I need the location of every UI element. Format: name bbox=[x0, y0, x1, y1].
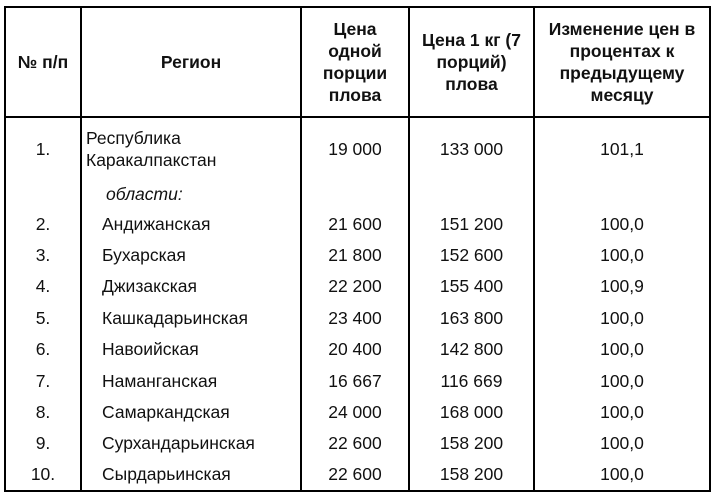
cell-price-portion: 20 400 bbox=[301, 334, 409, 365]
cell-price-kg: 133 000 bbox=[409, 117, 534, 180]
header-change: Изменение цен в процентах к предыдущему месяцу bbox=[534, 7, 710, 117]
cell-price-kg: 152 600 bbox=[409, 239, 534, 270]
cell-num: 8. bbox=[5, 396, 81, 427]
cell-price-portion: 24 000 bbox=[301, 396, 409, 427]
cell-change: 101,1 bbox=[534, 117, 710, 180]
cell-price-portion: 22 600 bbox=[301, 428, 409, 459]
cell-region: Кашкадарьинская bbox=[81, 302, 301, 333]
cell-price-portion: 21 800 bbox=[301, 239, 409, 270]
cell-price-kg: 142 800 bbox=[409, 334, 534, 365]
cell-price-portion: 22 600 bbox=[301, 459, 409, 490]
table-row bbox=[5, 459, 710, 490]
cell-price-kg: 158 200 bbox=[409, 428, 534, 459]
cell-change: 100,0 bbox=[534, 239, 710, 270]
cell-price-kg: 155 400 bbox=[409, 271, 534, 302]
cell-num bbox=[5, 180, 81, 208]
table-row bbox=[5, 396, 710, 427]
table-row bbox=[5, 302, 710, 333]
cell-change: 100,9 bbox=[534, 271, 710, 302]
cell-num: 5. bbox=[5, 302, 81, 333]
cell-change: 100,0 bbox=[534, 428, 710, 459]
cell-region: Джизакская bbox=[81, 271, 301, 302]
cell-num: 2. bbox=[5, 208, 81, 239]
cell-price-kg: 163 800 bbox=[409, 302, 534, 333]
table-row bbox=[5, 117, 710, 180]
cell-price-kg bbox=[409, 180, 534, 208]
cell-price-portion: 19 000 bbox=[301, 117, 409, 180]
cell-region: Бухарская bbox=[81, 239, 301, 270]
cell-num: 1. bbox=[5, 117, 81, 180]
header-num: № п/п bbox=[5, 7, 81, 117]
cell-price-kg: 168 000 bbox=[409, 396, 534, 427]
plov-price-table bbox=[4, 6, 711, 492]
table-row bbox=[5, 208, 710, 239]
cell-num: 7. bbox=[5, 365, 81, 396]
cell-price-portion bbox=[301, 180, 409, 208]
table-row bbox=[5, 334, 710, 365]
cell-price-portion: 22 200 bbox=[301, 271, 409, 302]
region-line-2: Каракалпакстан bbox=[86, 150, 217, 170]
cell-change: 100,0 bbox=[534, 302, 710, 333]
cell-change bbox=[534, 180, 710, 208]
region-line-1: Республика bbox=[86, 128, 181, 148]
subheader-row bbox=[5, 180, 710, 208]
cell-change: 100,0 bbox=[534, 396, 710, 427]
table-row bbox=[5, 428, 710, 459]
cell-num: 9. bbox=[5, 428, 81, 459]
cell-price-kg: 158 200 bbox=[409, 459, 534, 490]
header-region: Регион bbox=[81, 7, 301, 117]
cell-region: Навоийская bbox=[81, 334, 301, 365]
table-row bbox=[5, 271, 710, 302]
cell-price-portion: 23 400 bbox=[301, 302, 409, 333]
cell-change: 100,0 bbox=[534, 365, 710, 396]
cell-num: 10. bbox=[5, 459, 81, 490]
header-price-portion: Цена одной порции плова bbox=[301, 7, 409, 117]
cell-price-portion: 16 667 bbox=[301, 365, 409, 396]
cell-num: 6. bbox=[5, 334, 81, 365]
cell-region: Андижанская bbox=[81, 208, 301, 239]
cell-price-portion: 21 600 bbox=[301, 208, 409, 239]
cell-change: 100,0 bbox=[534, 334, 710, 365]
cell-region bbox=[81, 117, 301, 180]
cell-region: Сурхандарьинская bbox=[81, 428, 301, 459]
cell-num: 3. bbox=[5, 239, 81, 270]
regions-subheader: области: bbox=[81, 180, 301, 208]
cell-region: Сырдарьинская bbox=[81, 459, 301, 490]
cell-price-kg: 151 200 bbox=[409, 208, 534, 239]
header-row bbox=[5, 7, 710, 117]
header-price-kg: Цена 1 кг (7 порций) плова bbox=[409, 7, 534, 117]
cell-price-kg: 116 669 bbox=[409, 365, 534, 396]
cell-change: 100,0 bbox=[534, 208, 710, 239]
table-row bbox=[5, 365, 710, 396]
cell-num: 4. bbox=[5, 271, 81, 302]
cell-change: 100,0 bbox=[534, 459, 710, 490]
cell-region: Наманганская bbox=[81, 365, 301, 396]
table-row bbox=[5, 239, 710, 270]
cell-region: Самаркандская bbox=[81, 396, 301, 427]
